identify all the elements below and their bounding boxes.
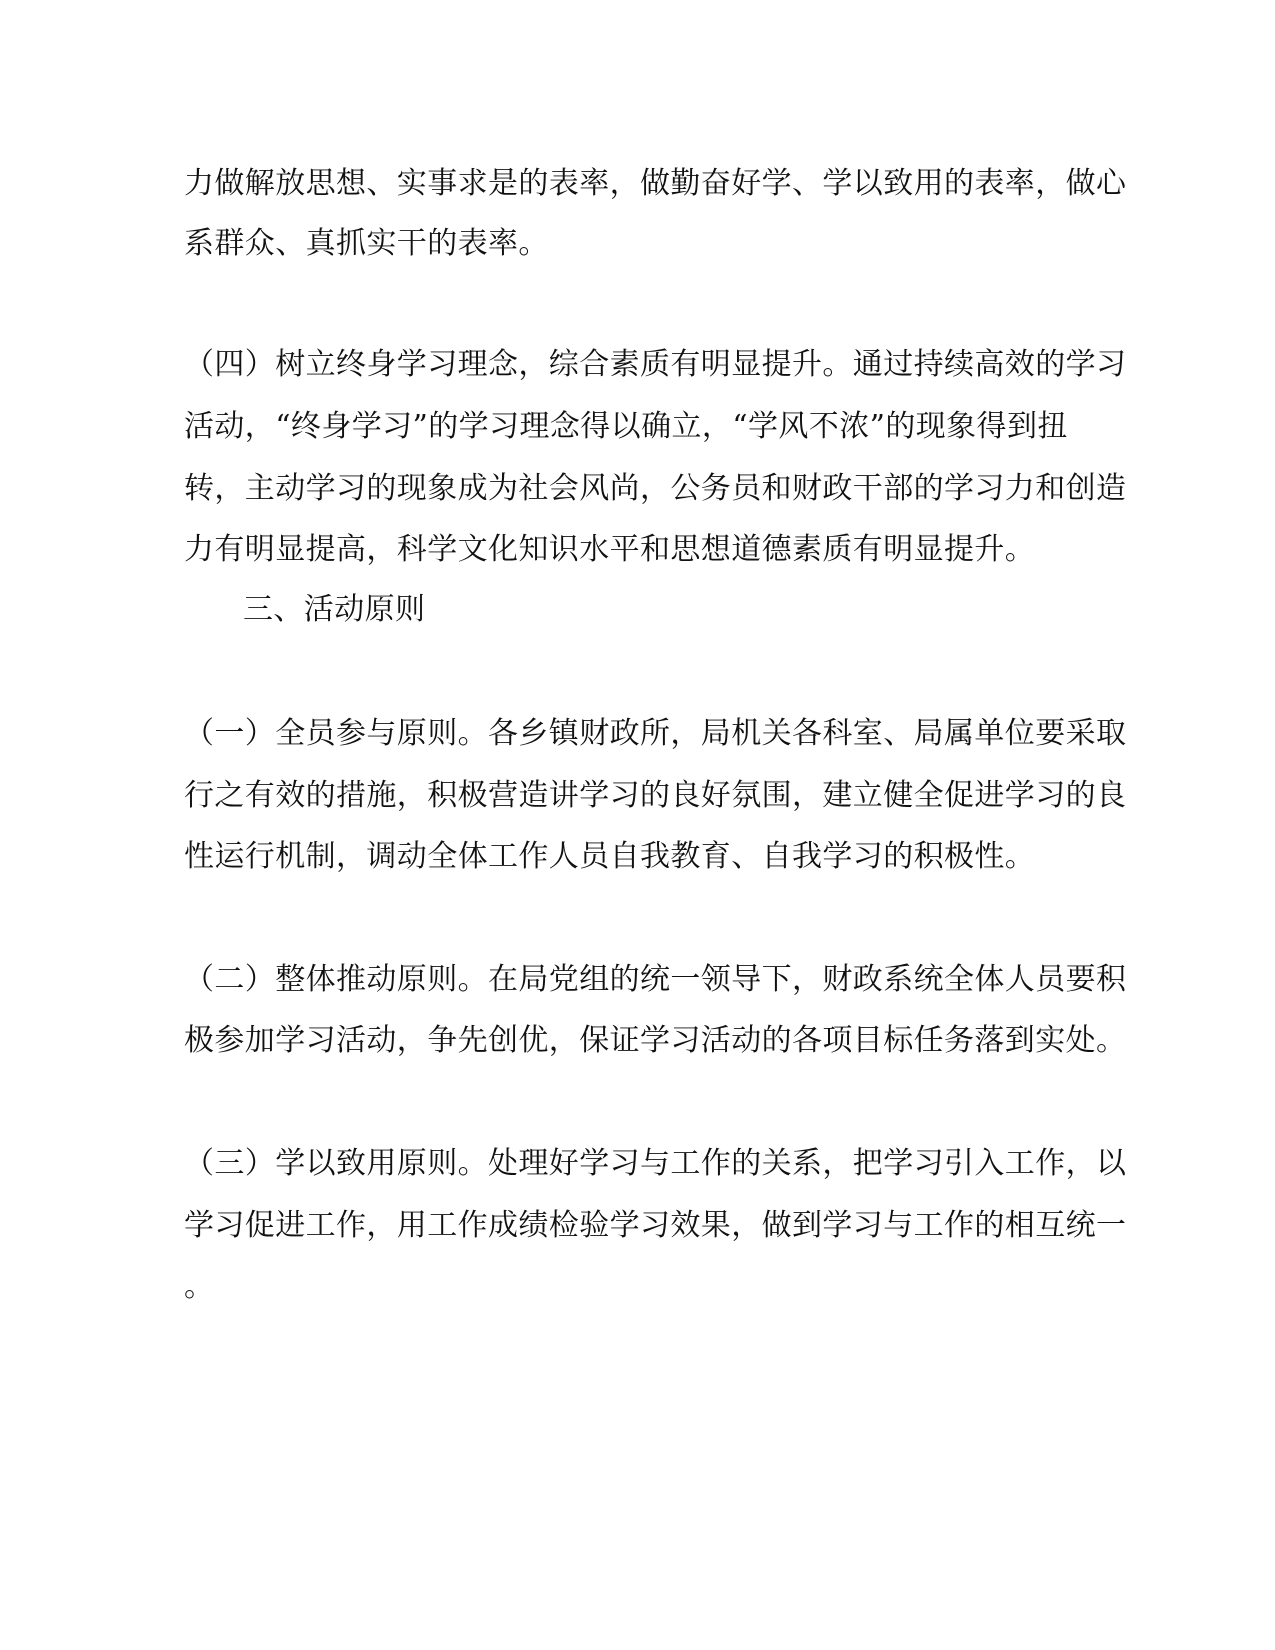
- text-line: 行之有效的措施，积极营造讲学习的良好氛围，建立健全促进学习的良: [184, 778, 1127, 813]
- paragraph-four-heading: （四）树立终身学习理念，综合素质有明显提升。通过持续高效的学习: [184, 347, 1127, 382]
- text-line: 力有明显提高，科学文化知识水平和思想道德素质有明显提升。: [184, 532, 1036, 567]
- text-line: 极参加学习活动，争先创优，保证学习活动的各项目标任务落到实处。: [184, 1023, 1127, 1058]
- paragraph-three-heading: （三）学以致用原则。处理好学习与工作的关系，把学习引入工作，以: [184, 1146, 1127, 1181]
- paragraph-two-heading: （二）整体推动原则。在局党组的统一领导下，财政系统全体人员要积: [184, 962, 1127, 997]
- section-heading: 三、活动原则: [243, 592, 426, 627]
- text-line: 系群众、真抓实干的表率。: [184, 226, 549, 261]
- paragraph-one-heading: （一）全员参与原则。各乡镇财政所，局机关各科室、局属单位要采取: [184, 716, 1127, 751]
- text-line: 活动，“终身学习”的学习理念得以确立，“学风不浓”的现象得到扭: [184, 409, 1068, 444]
- text-line: 。: [184, 1269, 215, 1304]
- text-line: 学习促进工作，用工作成绩检验学习效果，做到学习与工作的相互统一: [184, 1208, 1127, 1243]
- text-line: 性运行机制，调动全体工作人员自我教育、自我学习的积极性。: [184, 839, 1036, 874]
- text-line: 力做解放思想、实事求是的表率，做勤奋好学、学以致用的表率，做心: [184, 166, 1127, 201]
- text-line: 转，主动学习的现象成为社会风尚，公务员和财政干部的学习力和创造: [184, 471, 1127, 506]
